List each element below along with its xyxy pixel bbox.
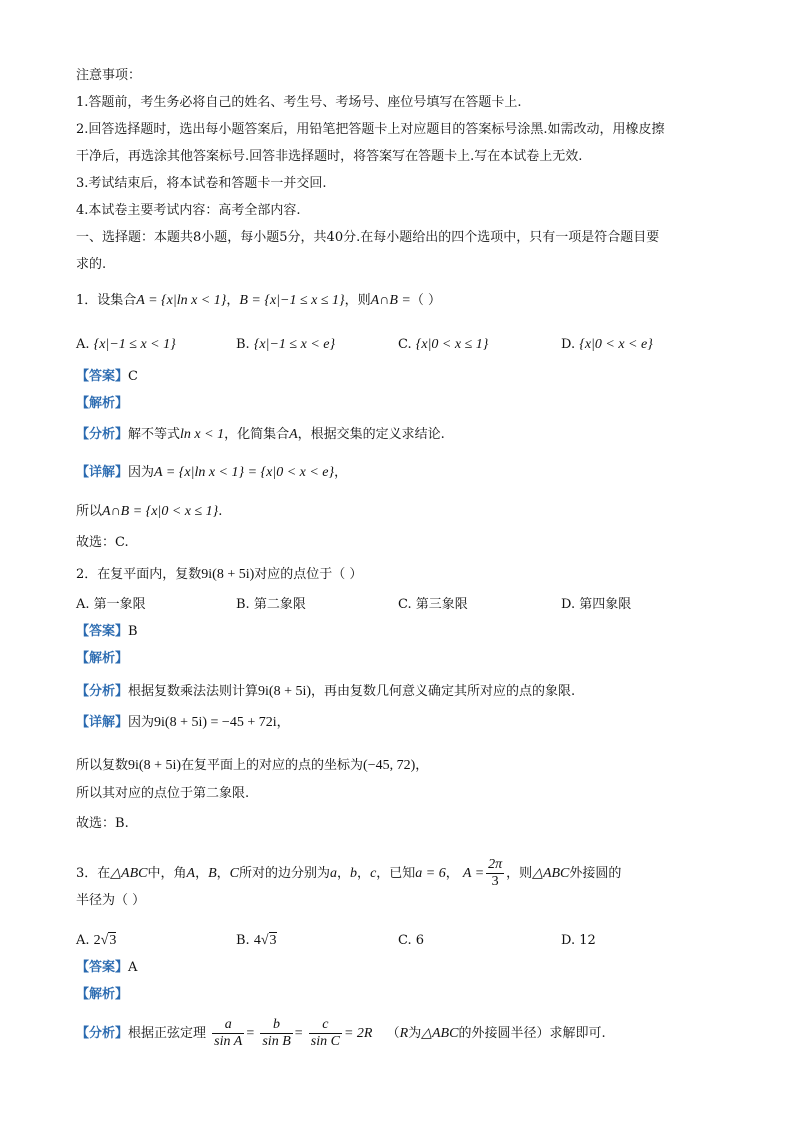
option-text: 第三象限 — [415, 597, 468, 612]
q2-so-coord: (−45, 72) — [363, 758, 416, 773]
q2-fenxi-math: 9i(8 + 5i) — [258, 684, 312, 699]
fraction-denominator: sin B — [262, 1034, 291, 1049]
q1-stem: 1．设集合A = {x|ln x < 1}，B = {x|−1 ≤ x ≤ 1}，则A∩B =（ ） — [76, 293, 441, 308]
fraction-denominator: 3 — [491, 874, 499, 889]
option-text: 第一象限 — [93, 597, 146, 612]
q1-fenxi-math: ln x < 1 — [180, 427, 225, 442]
q3-fenxi: 【分析】根据正弦定理 $\frac{a}{\text{sin A}}$ = $\frac{b}{\text{sin B}}$ = $\frac{c}{\text{sin C}}$ = 2R （R为△ABC的外接圆半径）求解即可. — [76, 1017, 606, 1049]
answer-label: 【答案】 — [76, 960, 129, 975]
q3-answer-value: A — [128, 960, 138, 975]
q3-side-c: c — [370, 866, 377, 881]
q1-detail-pre: 因为 — [128, 465, 155, 480]
detail-label: 【详解】 — [76, 465, 129, 480]
q3-stem-b: 所对的边分别为 — [239, 866, 331, 881]
q2-detail-pre: 因为 — [128, 715, 155, 730]
q3-triangle: △ABC — [421, 1026, 459, 1041]
q3-paren-open: （ — [386, 1026, 400, 1041]
option-letter: C. — [398, 337, 412, 352]
q1-option-c — [398, 337, 488, 353]
analysis-label: 【解析】 — [76, 651, 129, 666]
option-letter: C. — [398, 933, 412, 948]
q1-blank: （ ） — [410, 293, 441, 308]
option-radicand: 3 — [269, 933, 277, 948]
option-text: 第四象限 — [579, 597, 632, 612]
q3-paren-post: 的外接圆半径）求解即可. — [458, 1026, 606, 1041]
q1-option-d — [561, 337, 653, 353]
q3-stem-e: 外接圆的 — [569, 866, 622, 881]
q1-so-post: . — [218, 504, 223, 519]
q2-so-post: ， — [415, 758, 429, 773]
q3-stem-line2: 半径为（ ） — [76, 893, 146, 908]
notice-item-3: 3.考试结束后，将本试卷和答题卡一并交回. — [76, 176, 327, 191]
q3-option-a: A. 2√3 — [76, 933, 117, 948]
option-letter: B. — [236, 337, 250, 352]
option-letter: B. — [236, 933, 250, 948]
option-coef: 2 — [93, 933, 101, 948]
notice-title: 注意事项： — [76, 68, 142, 83]
q2-fenxi-pre: 根据复数乘法法则计算 — [128, 684, 259, 699]
q1-fenxi — [76, 427, 445, 443]
q3-angle-b: B — [208, 866, 217, 881]
option-radicand: 3 — [109, 933, 117, 948]
option-coef: 4 — [253, 933, 261, 948]
sine-law-fraction-b — [260, 1017, 292, 1050]
q3-a-eq: a = 6 — [415, 866, 446, 881]
fraction-numerator: a — [212, 1017, 244, 1034]
answer-label: 【答案】 — [76, 624, 129, 639]
q1-answer-value: C — [128, 369, 138, 384]
q1-stem-mid: ，则 — [344, 293, 371, 308]
q1-set-b: B = {x|−1 ≤ x ≤ 1} — [239, 293, 345, 308]
q1-detail — [76, 465, 347, 481]
q1-answer — [76, 369, 138, 385]
option-text: 12 — [579, 933, 596, 948]
q1-fenxi-a: A — [289, 427, 298, 442]
q3-side-a: a — [330, 866, 338, 881]
q2-so-2: 所以其对应的点位于第二象限. — [76, 786, 250, 801]
option-math: {x|−1 ≤ x < 1} — [93, 337, 176, 352]
notice-item-1: 1.答题前，考生务必将自己的姓名、考生号、考场号、座位号填写在答题卡上. — [76, 95, 522, 110]
q1-stem-text: 1．设集合 — [76, 293, 137, 308]
option-text: 6 — [415, 933, 425, 948]
option-text: 第二象限 — [253, 597, 306, 612]
choice-label: 故选： — [76, 535, 116, 550]
q3-angle-eq: A = — [462, 866, 485, 881]
q2-answer-value: B — [128, 624, 138, 639]
option-letter: D. — [561, 337, 576, 352]
fraction-numerator: 2π — [488, 857, 503, 872]
q3-paren-mid: 为 — [408, 1026, 422, 1041]
q2-so-pre: 所以复数 — [76, 758, 129, 773]
q3-fenxi-pre: 根据正弦定理 — [128, 1026, 207, 1041]
q2-detail — [76, 715, 290, 731]
q2-answer — [76, 624, 138, 640]
fenxi-label: 【分析】 — [76, 1026, 129, 1041]
section-heading-cont: 求的. — [76, 257, 107, 272]
q2-detail-post: ， — [276, 715, 290, 730]
q1-so — [76, 504, 222, 520]
option-letter: A. — [76, 933, 90, 948]
q3-option-b: B. 4√3 — [236, 933, 277, 948]
option-math: {x|0 < x < e} — [579, 337, 653, 352]
so-label: 所以 — [76, 504, 103, 519]
q3-triangle: △ABC — [532, 866, 570, 881]
q2-choice-value: B. — [115, 816, 129, 831]
q3-stem-pre: 3．在 — [76, 866, 111, 881]
q2-analysis — [76, 651, 128, 667]
q3-stem-c: ，已知 — [376, 866, 416, 881]
analysis-label: 【解析】 — [76, 987, 129, 1002]
q1-analysis — [76, 396, 128, 412]
q3-angle-a: A — [186, 866, 196, 881]
q1-fenxi-post: ，根据交集的定义求结论. — [297, 427, 445, 442]
choice-label: 故选： — [76, 816, 116, 831]
q1-so-math: A∩B = {x|0 < x ≤ 1} — [102, 504, 219, 519]
q2-fenxi — [76, 684, 575, 700]
q2-so-math: 9i(8 + 5i) — [128, 758, 182, 773]
fraction-numerator: c — [309, 1017, 342, 1034]
fenxi-label: 【分析】 — [76, 427, 129, 442]
option-letter: D. — [561, 933, 576, 948]
q3-stem: 3．在△ABC中，角A，B，C所对的边分别为a，b，c，已知a = 6， A = $\frac{2\pi}{3}$ ，则△ABC外接圆的 — [76, 857, 622, 889]
q2-option-a — [76, 597, 146, 613]
q3-answer — [76, 960, 137, 976]
q1-set-a: A = {x|ln x < 1} — [136, 293, 227, 308]
q2-detail-math: 9i(8 + 5i) = −45 + 72i — [154, 715, 277, 730]
notice-item-4: 4.本试卷主要考试内容：高考全部内容. — [76, 203, 301, 218]
fenxi-label: 【分析】 — [76, 684, 129, 699]
analysis-label: 【解析】 — [76, 396, 129, 411]
option-math: {x|−1 ≤ x < e} — [253, 337, 336, 352]
q2-fenxi-post: ，再由复数几何意义确定其所对应的点的象限. — [311, 684, 576, 699]
q1-detail-post: ， — [334, 465, 348, 480]
notice-item-2: 2.回答选择题时，选出每小题答案后，用铅笔把答题卡上对应题目的答案标号涂黑.如需改动，用橡皮擦 — [76, 122, 665, 137]
fraction-numerator: b — [260, 1017, 292, 1034]
q1-intersection: A∩B = — [370, 293, 411, 308]
sine-law-fraction-a — [212, 1017, 244, 1050]
option-letter: C. — [398, 597, 412, 612]
q2-option-c — [398, 597, 468, 613]
q1-option-a — [76, 337, 176, 353]
q3-angle-fraction — [486, 857, 504, 890]
detail-label: 【详解】 — [76, 715, 129, 730]
option-letter: A. — [76, 597, 90, 612]
q2-stem-math: 9i(8 + 5i) — [201, 567, 255, 582]
q1-option-b — [236, 337, 335, 353]
q2-stem-post: 对应的点位于（ ） — [254, 567, 363, 582]
q2-so-mid: 在复平面上的对应的点的坐标为 — [181, 758, 364, 773]
option-letter: B. — [236, 597, 250, 612]
q2-choice — [76, 816, 129, 832]
q3-radius-r: R — [399, 1026, 409, 1041]
q2-so — [76, 758, 428, 774]
q3-stem-a: 中，角 — [147, 866, 187, 881]
option-letter: D. — [561, 597, 576, 612]
option-math: {x|0 < x ≤ 1} — [415, 337, 489, 352]
q1-fenxi-pre: 解不等式 — [128, 427, 181, 442]
q3-option-c — [398, 933, 424, 949]
q1-fenxi-mid: ，化简集合 — [224, 427, 290, 442]
q3-side-b: b — [350, 866, 358, 881]
q1-choice-value: C. — [115, 535, 129, 550]
q2-option-b — [236, 597, 306, 613]
answer-label: 【答案】 — [76, 369, 129, 384]
q3-analysis — [76, 987, 128, 1003]
q3-angle-c: C — [229, 866, 240, 881]
q1-choice — [76, 535, 129, 551]
q2-option-d — [561, 597, 631, 613]
q3-triangle: △ABC — [110, 866, 148, 881]
option-letter: A. — [76, 337, 90, 352]
sine-law-2r: = 2R — [343, 1026, 373, 1041]
q3-option-d — [561, 933, 596, 949]
fraction-denominator: sin C — [310, 1034, 340, 1049]
notice-item-2-cont: 干净后，再选涂其他答案标号.回答非选择题时，将答案写在答题卡上.写在本试卷上无效. — [76, 149, 583, 164]
q2-stem-pre: 2．在复平面内，复数 — [76, 567, 202, 582]
q3-stem-d: ，则 — [506, 866, 533, 881]
q1-detail-math: A = {x|ln x < 1} = {x|0 < x < e} — [154, 465, 335, 480]
section-heading: 一、选择题：本题共8小题，每小题5分，共40分.在每小题给出的四个选项中，只有一项是符合题目要 — [76, 230, 660, 245]
q2-stem — [76, 567, 362, 583]
sine-law-fraction-c — [309, 1017, 342, 1050]
fraction-denominator: sin A — [214, 1034, 243, 1049]
